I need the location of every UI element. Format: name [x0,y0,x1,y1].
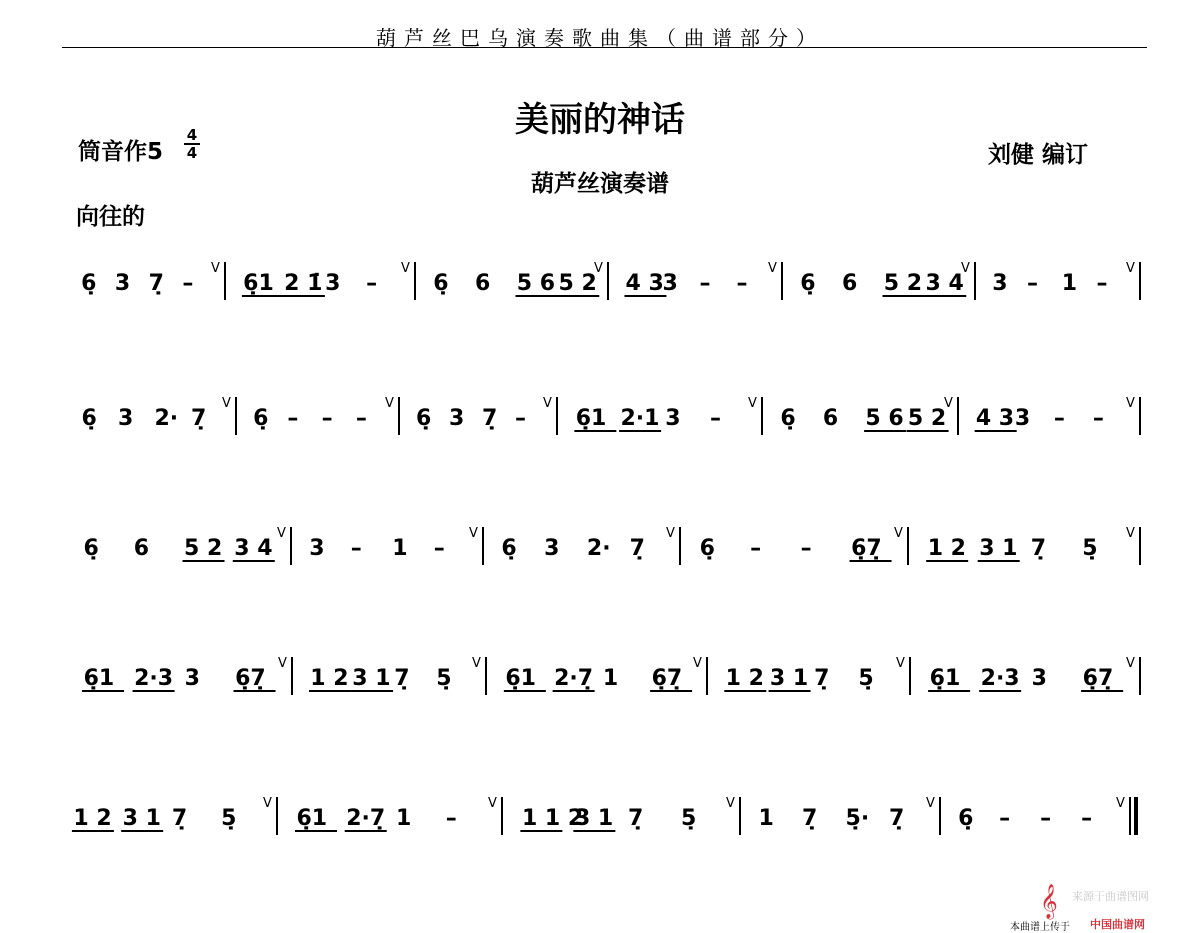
breath-mark: V [666,526,675,541]
treble-clef-icon: 𝄞 [1040,884,1058,919]
breath-mark: V [1126,656,1135,671]
score-note: – [709,406,721,431]
score-note: 7̣ [889,806,905,831]
breath-mark: V [1126,396,1135,411]
time-signature-bottom: 4 [186,144,198,162]
breath-mark: V [278,656,287,671]
score-note: – [287,406,299,431]
breath-mark: V [277,526,286,541]
score-note: 6̣ [958,806,974,831]
score-note: 5 6 [865,406,904,431]
score-note: 7̣ [802,806,818,831]
score-note: 1 [602,666,619,691]
score-note: 3 [1031,666,1047,691]
score-note: 3 [114,271,131,296]
score-note: 7̣ [814,666,830,691]
score-note: 5̣ [1082,536,1098,561]
breath-mark: V [768,261,777,276]
score-note: 2·7̣ [346,806,386,831]
score-note: – [350,536,362,561]
score-note: 5 2 [907,406,947,431]
score-note: 3 [325,271,341,296]
score-note: 2·3 [980,666,1020,691]
score-note: 5 6 [516,271,556,296]
score-note: 5 2 [184,536,223,561]
score-note: 6̣ [780,406,796,431]
score-note: 3 1 [574,806,614,831]
score-note: 6̣7̣ [851,536,882,561]
score-note: 6̣ [433,271,449,296]
breath-mark: V [1126,261,1135,276]
key-signature: 筒音作5 [78,139,164,165]
score-note: – [366,271,378,296]
score-note: 5̣ [221,806,237,831]
score-note: – [999,806,1011,831]
score-note: 6̣1 [296,806,328,831]
breath-mark: V [385,396,394,411]
score-note: 7̣ [1030,536,1047,561]
score-note: 7̣ [629,536,645,561]
breath-mark: V [693,656,702,671]
score-note: 6 [842,271,858,296]
score-note: 6̣7̣ [651,666,683,691]
score-note: 6̣1 [575,406,607,431]
score-note: – [182,271,194,296]
score-note: – [800,536,812,561]
score-note: 5 2 [558,271,597,296]
score-subtitle: 葫芦丝演奏谱 [531,171,669,197]
score-note: 2·1 [620,406,660,431]
score-note: 7̣ [394,666,410,691]
score-note: 3 [448,406,465,431]
score-note: – [1081,806,1093,831]
score-note: 4 3 [625,271,664,296]
score-note: 5̣· [845,806,870,831]
score-note: 6̣ [800,271,816,296]
watermark-source: 来源于曲谱图网 [1072,890,1149,903]
breath-mark: V [944,396,953,411]
breath-mark: V [594,261,603,276]
expression-mark: 向往的 [76,204,145,230]
score-note: 3 [117,406,134,431]
score-note: 6̣ [415,406,432,431]
score-note: 1 [1061,271,1078,296]
score-note: – [1092,406,1104,431]
breath-mark: V [401,261,410,276]
breath-mark: V [748,396,757,411]
score-note: 3 1 [122,806,161,831]
score-note: 5 2 [883,271,923,296]
breath-mark: V [726,796,735,811]
watermark [1010,884,1200,933]
score-note: – [1040,806,1052,831]
score-note: 6̣ [83,536,99,561]
score-note: 3 [992,271,1008,296]
score-note: 5̣ [858,666,874,691]
score-note: 5̣ [680,806,697,831]
score-note: 6̣7̣ [235,666,266,691]
score-note: 2·3 [134,666,174,691]
score-note: 7̣ [190,406,207,431]
breath-mark: V [488,796,497,811]
score-note: 3 1 [979,536,1018,561]
score-note: 1 [392,536,408,561]
watermark-brand: 中国曲谱网 [1090,918,1145,931]
score-note: 6 [133,536,150,561]
song-title: 美丽的神话 [515,100,685,140]
score-note: 2·7̣ [554,666,594,691]
score-note: 6̣7̣ [1082,666,1114,691]
breath-mark: V [263,796,272,811]
score-note: – [736,271,748,296]
score-note: – [750,536,762,561]
score-note: 7̣ [481,406,498,431]
score-note: 3 4 [925,271,964,296]
score-note: 2· [154,406,179,431]
breath-mark: V [222,396,231,411]
score-note: 2· [586,536,611,561]
score-note: 6̣ [81,406,97,431]
arranger-credit: 刘健 编订 [987,142,1088,168]
score-note: 6̣1 [243,271,274,296]
score-note: 7̣ [171,806,188,831]
score-note: – [1096,271,1108,296]
score-note: 1 2 [725,666,764,691]
breath-mark: V [961,261,970,276]
score-note: 5̣ [436,666,452,691]
score-note: 6 [822,406,839,431]
score-note: 3 [309,536,325,561]
breath-mark: V [469,526,478,541]
score-note: – [699,271,711,296]
breath-mark: V [1116,796,1125,811]
collection-header: 葫芦丝巴乌演奏歌曲集（曲谱部分） [376,26,824,50]
score-note: 4 3 [975,406,1015,431]
score-note: 3 1 [769,666,809,691]
score-note: 3 1 [352,666,391,691]
score-note: 3 4 [234,536,273,561]
score-note: 7̣ [627,806,644,831]
score-note: 6̣ [253,406,269,431]
score-note: 1 2 [310,666,349,691]
score-note: 6̣ [81,271,97,296]
score-note: – [355,406,367,431]
score-note: 3 [662,271,678,296]
score-note: 1 [758,806,774,831]
breath-mark: V [472,656,481,671]
time-signature-top: 4 [186,126,198,144]
score-note: – [514,406,526,431]
score-note: 6̣ [699,536,715,561]
score-note: – [1053,406,1065,431]
score-note: – [1026,271,1038,296]
score-note: 3 [1014,406,1031,431]
watermark-footer: 本曲谱上传于 [1010,922,1070,933]
score-note: – [445,806,457,831]
score-note: 6̣ [501,536,517,561]
score-note: 1 2 [73,806,112,831]
breath-mark: V [894,526,903,541]
score-note: 6̣1 [929,666,961,691]
breath-mark: V [926,796,935,811]
breath-mark: V [211,261,220,276]
score-note: 6 [475,271,491,296]
score-note: 3 [184,666,200,691]
score-note: 6̣1 [505,666,536,691]
score-note: 1 1 2 [521,806,584,831]
score-note: – [321,406,333,431]
score-note: 3 [544,536,560,561]
score-note: – [433,536,445,561]
score-note: 2 1̇ [284,271,323,296]
score-note: 1 2 [927,536,967,561]
breath-mark: V [896,656,905,671]
score-note: 1 [395,806,412,831]
score-note: 3 [665,406,681,431]
score-note: 6̣1 [83,666,115,691]
breath-mark: V [543,396,552,411]
breath-mark: V [1126,526,1135,541]
score-note: 7̣ [148,271,164,296]
